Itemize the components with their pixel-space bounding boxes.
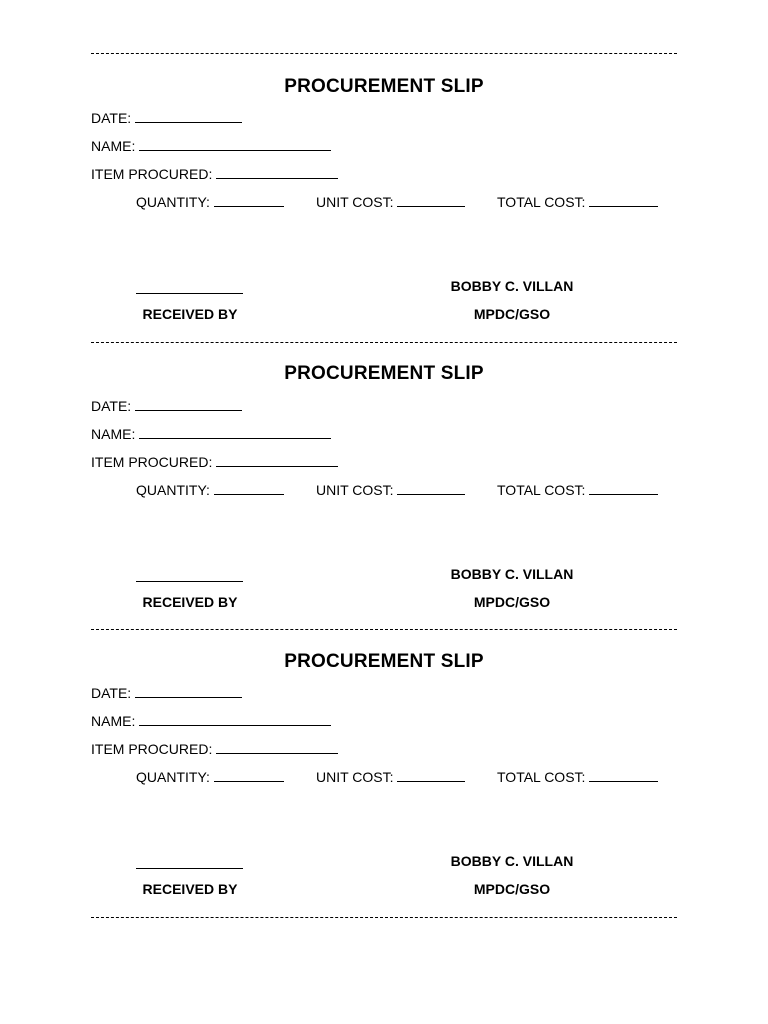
total-cost-field xyxy=(497,482,658,498)
item-procured-field xyxy=(91,454,338,470)
unit-cost-blank[interactable] xyxy=(397,769,465,782)
quantity-label: QUANTITY: xyxy=(136,482,210,498)
signatory-office: MPDC/GSO xyxy=(473,881,551,897)
date-blank[interactable] xyxy=(135,685,242,698)
signatory-office: MPDC/GSO xyxy=(473,306,551,322)
item-procured-field xyxy=(91,741,338,757)
procurement-slip xyxy=(0,343,768,613)
unit-cost-field xyxy=(316,194,465,210)
name-label: NAME: xyxy=(91,138,136,154)
item-procured-blank[interactable] xyxy=(216,166,338,179)
date-label: DATE: xyxy=(91,685,132,701)
quantity-field xyxy=(136,194,284,210)
date-label: DATE: xyxy=(91,398,132,414)
signatory-name: BOBBY C. VILLAN xyxy=(450,566,574,582)
cut-line xyxy=(91,53,677,54)
quantity-label: QUANTITY: xyxy=(136,769,210,785)
date-field xyxy=(91,398,242,414)
item-procured-label: ITEM PROCURED: xyxy=(91,741,213,757)
signatory-name: BOBBY C. VILLAN xyxy=(450,853,574,869)
slip-title: PROCUREMENT SLIP xyxy=(284,651,484,672)
procurement-slip xyxy=(0,631,768,901)
item-procured-blank[interactable] xyxy=(216,741,338,754)
quantity-field xyxy=(136,482,284,498)
signatory-office: MPDC/GSO xyxy=(473,594,551,610)
date-blank[interactable] xyxy=(135,110,242,123)
date-field xyxy=(91,110,242,126)
quantity-blank[interactable] xyxy=(214,482,284,495)
cut-line xyxy=(91,917,677,918)
received-by-signature-line[interactable] xyxy=(136,293,243,294)
name-blank[interactable] xyxy=(139,426,331,439)
received-by-signature-line[interactable] xyxy=(136,868,243,869)
unit-cost-blank[interactable] xyxy=(397,194,465,207)
received-by-signature-line[interactable] xyxy=(136,581,243,582)
total-cost-blank[interactable] xyxy=(589,194,658,207)
quantity-blank[interactable] xyxy=(214,769,284,782)
unit-cost-label: UNIT COST: xyxy=(316,482,394,498)
item-procured-field xyxy=(91,166,338,182)
quantity-field xyxy=(136,769,284,785)
received-by-label: RECEIVED BY xyxy=(142,594,238,610)
procurement-slip xyxy=(0,56,768,326)
total-cost-label: TOTAL COST: xyxy=(497,769,586,785)
quantity-label: QUANTITY: xyxy=(136,194,210,210)
unit-cost-field xyxy=(316,482,465,498)
total-cost-blank[interactable] xyxy=(589,769,658,782)
name-blank[interactable] xyxy=(139,713,331,726)
name-label: NAME: xyxy=(91,713,136,729)
unit-cost-label: UNIT COST: xyxy=(316,769,394,785)
total-cost-field xyxy=(497,769,658,785)
received-by-label: RECEIVED BY xyxy=(142,881,238,897)
name-blank[interactable] xyxy=(139,138,331,151)
slip-title: PROCUREMENT SLIP xyxy=(284,363,484,384)
name-field xyxy=(91,426,331,442)
quantity-blank[interactable] xyxy=(214,194,284,207)
unit-cost-label: UNIT COST: xyxy=(316,194,394,210)
name-field xyxy=(91,138,331,154)
item-procured-label: ITEM PROCURED: xyxy=(91,166,213,182)
date-blank[interactable] xyxy=(135,398,242,411)
signatory-name: BOBBY C. VILLAN xyxy=(450,278,574,294)
date-field xyxy=(91,685,242,701)
cut-line xyxy=(91,629,677,630)
total-cost-field xyxy=(497,194,658,210)
item-procured-label: ITEM PROCURED: xyxy=(91,454,213,470)
unit-cost-field xyxy=(316,769,465,785)
date-label: DATE: xyxy=(91,110,132,126)
received-by-label: RECEIVED BY xyxy=(142,306,238,322)
name-label: NAME: xyxy=(91,426,136,442)
total-cost-label: TOTAL COST: xyxy=(497,482,586,498)
unit-cost-blank[interactable] xyxy=(397,482,465,495)
name-field xyxy=(91,713,331,729)
slip-title: PROCUREMENT SLIP xyxy=(284,76,484,97)
total-cost-blank[interactable] xyxy=(589,482,658,495)
item-procured-blank[interactable] xyxy=(216,454,338,467)
total-cost-label: TOTAL COST: xyxy=(497,194,586,210)
